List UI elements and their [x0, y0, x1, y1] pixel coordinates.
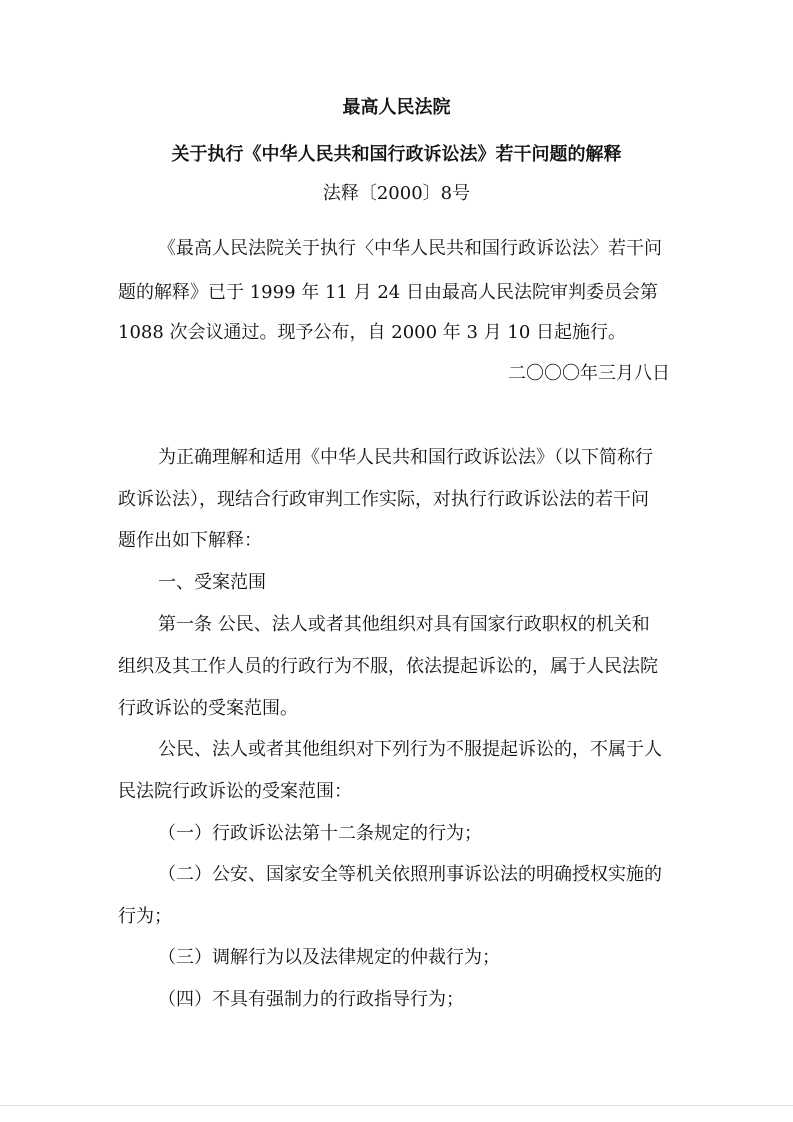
- intro-line-1: 为正确理解和适用《中华人民共和国行政诉讼法》（以下简称行: [158, 447, 653, 468]
- article-1-line-1: 第一条 公民、法人或者其他组织对具有国家行政职权的机关和: [158, 614, 650, 635]
- court-name: 最高人民法院: [342, 97, 451, 118]
- article-1-line-2: 组织及其工作人员的行政行为不服，依法提起诉讼的，属于人民法院: [118, 656, 658, 677]
- announcement-line-3: 1088 次会议通过。现予公布，自 2000 年 3 月 10 日起施行。: [118, 322, 627, 343]
- intro-line-2: 政诉讼法），现结合行政审判工作实际，对执行行政诉讼法的若干问: [118, 489, 649, 510]
- announcement-line-1: 《最高人民法院关于执行〈中华人民共和国行政诉讼法〉若干问: [158, 238, 662, 259]
- list-item-2-line-2: 行为；: [118, 906, 172, 927]
- paragraph-2-line-2: 民法院行政诉讼的受案范围：: [118, 781, 352, 802]
- list-item-4: （四）不具有强制力的行政指导行为；: [158, 989, 464, 1010]
- section-heading: 一、受案范围: [158, 572, 266, 593]
- intro-line-3: 题作出如下解释：: [118, 530, 262, 551]
- announcement-line-2: 题的解释》已于 1999 年 11 月 24 日由最高人民法院审判委员会第: [118, 282, 658, 303]
- list-item-1: （一）行政诉讼法第十二条规定的行为；: [158, 823, 482, 844]
- list-item-3: （三）调解行为以及法律规定的仲裁行为；: [158, 947, 500, 968]
- announcement-date: 二〇〇〇年三月八日: [508, 363, 670, 384]
- list-item-2-line-1: （二）公安、国家安全等机关依照刑事诉讼法的明确授权实施的: [158, 864, 662, 885]
- document-title: 关于执行《中华人民共和国行政诉讼法》若干问题的解释: [171, 144, 622, 165]
- article-1-line-3: 行政诉讼的受案范围。: [118, 698, 298, 719]
- document-number: 法释〔2000〕8号: [322, 183, 471, 204]
- paragraph-2-line-1: 公民、法人或者其他组织对下列行为不服提起诉讼的，不属于人: [158, 739, 662, 760]
- page-bottom-rule: [0, 1105, 793, 1106]
